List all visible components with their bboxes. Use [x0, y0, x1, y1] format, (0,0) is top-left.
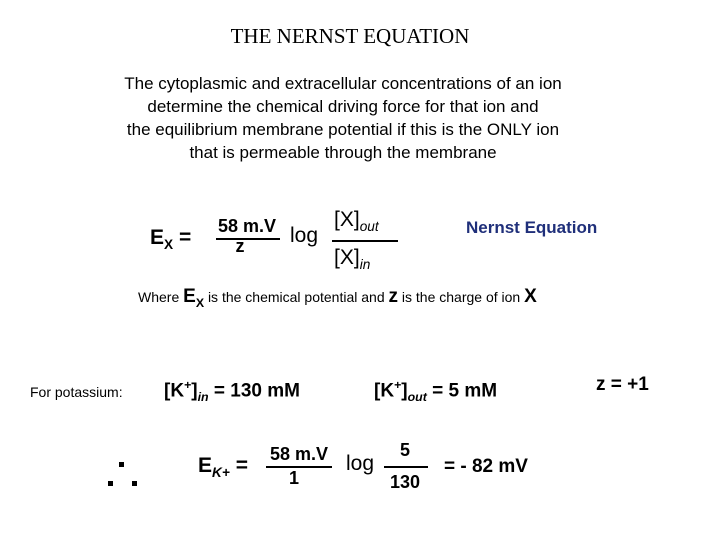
example-concentration-fraction-bar: [384, 466, 428, 468]
where-z: z: [388, 286, 398, 307]
bullet-dot: [108, 481, 113, 486]
nernst-equation-label: Nernst Equation: [466, 218, 598, 237]
example-equals: =: [235, 454, 248, 477]
coefficient-numerator: 58 m.V: [217, 216, 277, 236]
where-x: X: [524, 286, 537, 307]
concentration-denominator: [334, 246, 370, 272]
bullet-dot: [132, 481, 137, 486]
k-in-sub: in: [197, 390, 209, 405]
conc-num-base: [X]: [334, 208, 360, 231]
k-in-close: ]: [191, 380, 198, 402]
intro-paragraph: [0, 72, 686, 164]
example-lhs: [198, 454, 248, 480]
conc-num-sub: out: [359, 219, 379, 235]
example-coefficient-numerator: 58 m.V: [269, 444, 329, 464]
k-in-open: [K: [164, 380, 185, 402]
conc-den-base: [X]: [334, 246, 360, 269]
k-in-value: = 130 mM: [213, 380, 300, 402]
example-concentration-denominator: 130: [389, 472, 421, 492]
bullet-dot: [119, 462, 124, 467]
example-log-label: log: [346, 452, 375, 475]
lhs-base: E: [150, 226, 165, 249]
where-mid: is the chemical potential and: [207, 289, 385, 305]
lhs-equals: =: [178, 226, 192, 249]
intro-line: The cytoplasmic and extracellular concentrations of an ion: [124, 74, 562, 93]
k-out-close: ]: [401, 380, 408, 402]
k-in-sup: +: [184, 378, 192, 392]
lhs-sub: X: [164, 237, 174, 253]
intro-line: that is permeable through the membrane: [189, 143, 497, 162]
potassium-charge: z = +1: [596, 374, 649, 395]
potassium-label: For potassium:: [30, 384, 123, 400]
where-word: Where: [138, 289, 180, 305]
where-e-sub: X: [195, 295, 205, 310]
example-lhs-sub: K+: [212, 465, 230, 481]
k-out-sub: out: [407, 390, 427, 405]
example-concentration-numerator: 5: [399, 440, 410, 460]
k-out-sup: +: [394, 378, 402, 392]
intro-line: the equilibrium membrane potential if this is the ONLY ion: [126, 120, 560, 139]
potassium-outside-concentration: [374, 378, 497, 404]
k-out-value: = 5 mM: [432, 380, 498, 402]
intro-line: determine the chemical driving force for that ion and: [147, 97, 539, 116]
where-e: E: [183, 286, 196, 307]
example-result: = - 82 mV: [444, 456, 528, 477]
slide-title: THE NERNST EQUATION: [230, 24, 470, 48]
k-out-open: [K: [374, 380, 395, 402]
potassium-inside-concentration: [164, 378, 300, 404]
where-mid2: is the charge of ion: [401, 289, 521, 305]
example-coefficient-denominator: 1: [288, 468, 299, 488]
concentration-numerator: [334, 208, 379, 234]
equation-lhs: [150, 226, 191, 252]
concentration-fraction-bar: [332, 240, 398, 242]
log-label: log: [290, 224, 319, 247]
example-lhs-base: E: [198, 454, 213, 477]
conc-den-sub: in: [359, 257, 371, 273]
where-line: [138, 286, 537, 310]
coefficient-denominator: z: [235, 236, 245, 256]
